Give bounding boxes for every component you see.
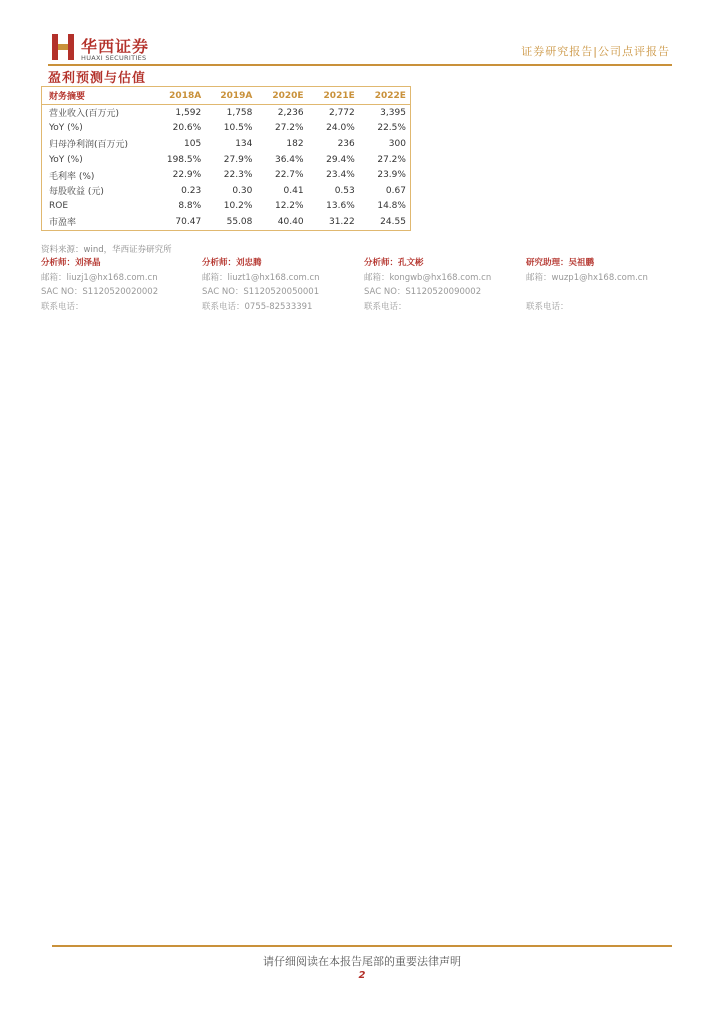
analyst-email: 邮箱：kongwb@hx168.com.cn bbox=[364, 272, 492, 283]
table-cell: 55.08 bbox=[226, 216, 253, 227]
analyst-sac: SAC NO：S1120520090002 bbox=[364, 287, 482, 297]
analyst-card bbox=[364, 256, 534, 314]
table-header-cell: 2018A bbox=[169, 90, 202, 101]
analyst-title: 分析师：孔文彬 bbox=[364, 258, 424, 268]
huaxi-logo-icon bbox=[52, 34, 74, 60]
analyst-phone: 联系电话： bbox=[41, 301, 84, 312]
table-row bbox=[42, 136, 410, 152]
analyst-email: 邮箱：liuzt1@hx168.com.cn bbox=[202, 272, 320, 283]
table-header-cell: 2020E bbox=[272, 90, 304, 101]
table-cell: 27.2% bbox=[377, 154, 406, 165]
table-row bbox=[42, 121, 410, 137]
table-cell: 22.3% bbox=[223, 170, 253, 181]
brand-name-en: HUAXI SECURITIES bbox=[81, 54, 147, 62]
row-label: 毛利率 (%) bbox=[49, 171, 95, 182]
table-cell: 24.55 bbox=[380, 216, 406, 227]
row-label: 市盈率 bbox=[49, 218, 77, 229]
analyst-email: 邮箱：wuzp1@hx168.com.cn bbox=[526, 272, 648, 283]
table-header-row bbox=[42, 87, 410, 105]
table-row bbox=[42, 105, 410, 121]
table-cell: 12.2% bbox=[274, 201, 304, 212]
page-header bbox=[48, 30, 672, 66]
table-cell: 2,772 bbox=[328, 107, 355, 118]
table-row bbox=[42, 214, 410, 230]
table-cell: 0.30 bbox=[232, 185, 253, 196]
analyst-phone: 联系电话： bbox=[526, 301, 569, 312]
table-cell: 29.4% bbox=[326, 154, 355, 165]
table-header-cell: 2021E bbox=[323, 90, 355, 101]
table-cell: 236 bbox=[337, 138, 355, 149]
report-type: 证券研究报告|公司点评报告 bbox=[521, 45, 670, 58]
table-cell: 27.9% bbox=[223, 154, 253, 165]
table-cell: 70.47 bbox=[175, 216, 202, 227]
table-row bbox=[42, 167, 410, 183]
row-label: 每股收益 (元) bbox=[49, 187, 104, 198]
table-cell: 10.2% bbox=[223, 201, 253, 212]
row-label: 归母净利润(百万元) bbox=[49, 140, 129, 151]
table-cell: 0.41 bbox=[283, 185, 304, 196]
table-cell: 134 bbox=[235, 138, 253, 149]
table-cell: 23.9% bbox=[377, 170, 406, 181]
analyst-email: 邮箱：liuzj1@hx168.com.cn bbox=[41, 272, 158, 283]
table-cell: 0.53 bbox=[334, 185, 355, 196]
table-cell: 22.5% bbox=[377, 123, 406, 134]
table-cell: 198.5% bbox=[166, 154, 202, 165]
footer-divider bbox=[52, 945, 672, 947]
analyst-phone: 联系电话：0755-82533391 bbox=[202, 301, 313, 312]
analyst-phone: 联系电话： bbox=[364, 301, 407, 312]
table-cell: 8.8% bbox=[178, 201, 202, 212]
table-header-cell: 2022E bbox=[374, 90, 406, 101]
analyst-title: 分析师：刘忠腾 bbox=[202, 258, 262, 268]
table-cell: 182 bbox=[286, 138, 304, 149]
table-row bbox=[42, 152, 410, 168]
analyst-sac: SAC NO：S1120520050001 bbox=[202, 287, 320, 297]
legal-notice: 请仔细阅读在本报告尾部的重要法律声明 bbox=[263, 955, 461, 968]
table-cell: 27.2% bbox=[274, 123, 304, 134]
financial-summary-table bbox=[41, 86, 411, 231]
table-cell: 36.4% bbox=[274, 154, 304, 165]
table-header-cell: 2019A bbox=[220, 90, 253, 101]
table-cell: 105 bbox=[184, 138, 202, 149]
table-cell: 0.23 bbox=[181, 185, 202, 196]
row-label: YoY (%) bbox=[49, 123, 83, 134]
table-row bbox=[42, 199, 410, 215]
row-label: 营业收入(百万元) bbox=[49, 109, 120, 120]
table-cell: 24.0% bbox=[326, 123, 355, 134]
analyst-sac: SAC NO：S1120520020002 bbox=[41, 287, 159, 297]
table-cell: 10.5% bbox=[223, 123, 253, 134]
table-cell: 40.40 bbox=[277, 216, 304, 227]
analyst-card bbox=[202, 256, 372, 314]
header-divider bbox=[48, 64, 672, 66]
table-cell: 1,592 bbox=[175, 107, 202, 118]
row-label: YoY (%) bbox=[49, 154, 83, 165]
table-cell: 23.4% bbox=[326, 170, 355, 181]
analyst-title: 分析师：刘泽晶 bbox=[41, 258, 101, 268]
table-cell: 14.8% bbox=[377, 201, 406, 212]
table-header-cell: 财务摘要 bbox=[49, 92, 86, 102]
data-source-note: 资料来源：wind，华西证券研究所 bbox=[41, 245, 172, 255]
analyst-card bbox=[526, 256, 696, 314]
table-cell: 13.6% bbox=[326, 201, 355, 212]
table-cell: 31.22 bbox=[328, 216, 355, 227]
table-cell: 20.6% bbox=[172, 123, 202, 134]
analyst-title: 研究助理：吴祖鹏 bbox=[526, 258, 595, 268]
row-label: ROE bbox=[49, 201, 69, 212]
table-cell: 22.9% bbox=[172, 170, 202, 181]
page-number: 2 bbox=[358, 970, 366, 981]
table-cell: 0.67 bbox=[385, 185, 406, 196]
table-row bbox=[42, 183, 410, 199]
table-cell: 2,236 bbox=[277, 107, 304, 118]
section-title: 盈利预测与估值 bbox=[48, 71, 147, 86]
table-cell: 300 bbox=[388, 138, 406, 149]
table-cell: 1,758 bbox=[226, 107, 253, 118]
analyst-card bbox=[41, 256, 211, 314]
table-cell: 3,395 bbox=[380, 107, 406, 118]
table-cell: 22.7% bbox=[274, 170, 304, 181]
brand-name-cn: 华西证券 bbox=[81, 37, 150, 56]
analyst-sac bbox=[526, 285, 696, 300]
